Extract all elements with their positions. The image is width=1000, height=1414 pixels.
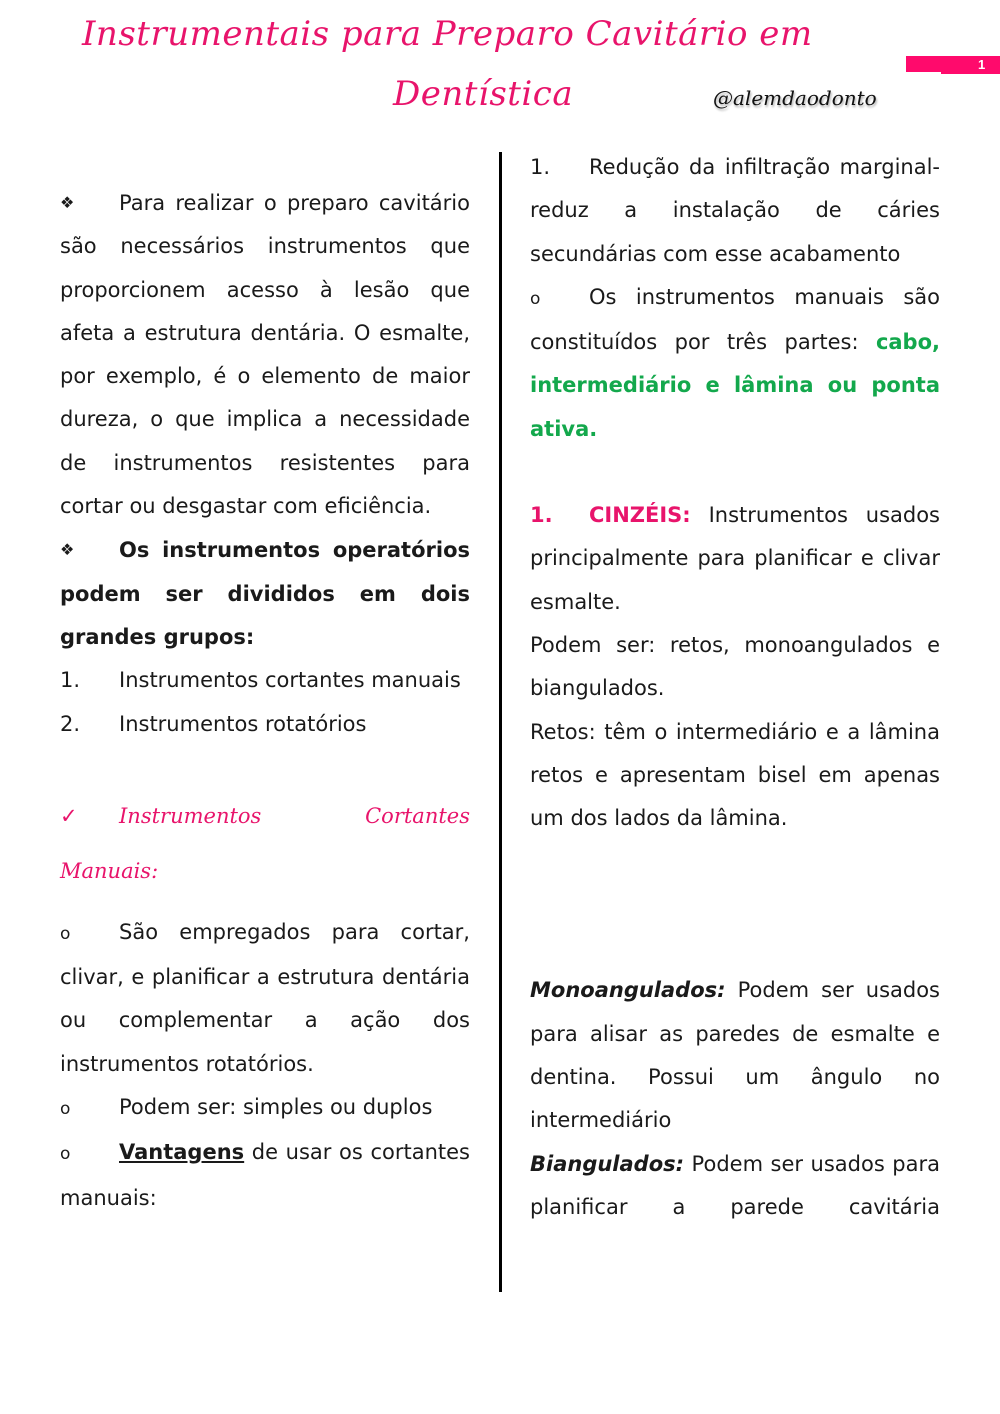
list-item-text: Instrumentos cortantes manuais — [119, 668, 461, 693]
cinzeis-label: CINZÉIS: — [589, 503, 691, 528]
intro-text: Para realizar o preparo cavitário são necessários instrumentos que proporcionem acesso à lesão que afeta a estrutura dentária. O esmalte, por exemplo, é o elemento de maior dureza, o que implica a necessidade de instrumentos resistentes para cortar ou desgastar com eficiência. — [60, 191, 470, 519]
right-column — [530, 146, 940, 1229]
bullet-text: Podem ser: simples ou duplos — [119, 1095, 433, 1120]
advantage-text: Redução da infiltração marginal- reduz a instalação de cáries secundárias com esse acabamento — [530, 155, 940, 266]
list-item — [60, 703, 470, 746]
list-item-text: Instrumentos rotatórios — [119, 711, 367, 736]
bi-label: Biangulados: — [530, 1151, 685, 1176]
bullet-text: de usar os cortantes manuais: — [60, 1140, 470, 1210]
spacer — [530, 451, 940, 494]
cinzeis-text: Instrumentos usados principalmente para planificar e clivar esmalte. — [530, 503, 940, 614]
bullet-item — [60, 1086, 470, 1131]
list-number: 1. — [530, 155, 551, 179]
check-icon: ✓ — [60, 803, 78, 828]
page-badge-notch — [906, 72, 941, 75]
column-divider — [499, 152, 502, 1292]
spacer — [530, 926, 940, 969]
parts-paragraph — [530, 276, 940, 451]
groups-text: Os instrumentos operatórios podem ser divididos em dois grandes grupos: — [60, 538, 470, 649]
spacer — [60, 899, 470, 911]
list-item — [60, 659, 470, 702]
bi-text: Podem ser usados para planificar a parede cavitária — [530, 1151, 940, 1219]
intro-paragraph — [60, 181, 470, 528]
author-handle: @alemdaodonto — [713, 86, 877, 110]
types-paragraph: Podem ser: retos, monoangulados e biangulados. — [530, 632, 940, 701]
bi-paragraph — [530, 1143, 940, 1230]
section-heading — [60, 789, 470, 899]
advantages-label: Vantagens — [119, 1140, 245, 1165]
retos-paragraph: Retos: têm o intermediário e a lâmina retos e apresentam bisel em apenas um dos lados da lâmina. — [530, 719, 940, 831]
spacer — [530, 840, 940, 926]
circle-bullet-icon: o — [60, 923, 71, 944]
page-number: 1 — [978, 57, 986, 72]
circle-bullet-icon: o — [60, 1144, 71, 1165]
page-title-line-2: Dentística — [393, 74, 574, 114]
spacer — [60, 746, 470, 789]
parts-highlight: cabo, intermediário e lâmina ou ponta ativa. — [530, 330, 940, 441]
bullet-item — [60, 911, 470, 1086]
mono-text: Podem ser usados para alisar as paredes de esmalte e dentina. Possui um ângulo no intermediário — [530, 978, 940, 1133]
mono-paragraph — [530, 969, 940, 1142]
bullet-text: São empregados para cortar, clivar, e planificar a estrutura dentária ou complementar a ação dos instrumentos rotatórios. — [60, 919, 470, 1076]
advantage-item — [530, 146, 940, 276]
left-column — [60, 181, 470, 1220]
diamond-bullet-icon: ❖ — [60, 540, 75, 560]
cinzeis-paragraph — [530, 494, 940, 624]
list-number: 2. — [60, 711, 81, 736]
mono-label: Monoangulados: — [530, 978, 726, 1003]
page-title-line-1: Instrumentais para Preparo Cavitário em — [82, 14, 813, 54]
list-number: 1. — [60, 668, 81, 693]
section-heading-text: Instrumentos Cortantes Manuais: — [60, 803, 470, 883]
list-number: 1. — [530, 503, 553, 528]
diamond-bullet-icon: ❖ — [60, 193, 75, 212]
circle-bullet-icon: o — [60, 1099, 71, 1120]
bullet-item — [60, 1131, 470, 1220]
parts-text: Os instrumentos manuais são constituídos por três partes: — [530, 284, 940, 355]
groups-paragraph — [60, 528, 470, 659]
circle-bullet-icon: o — [530, 288, 541, 309]
